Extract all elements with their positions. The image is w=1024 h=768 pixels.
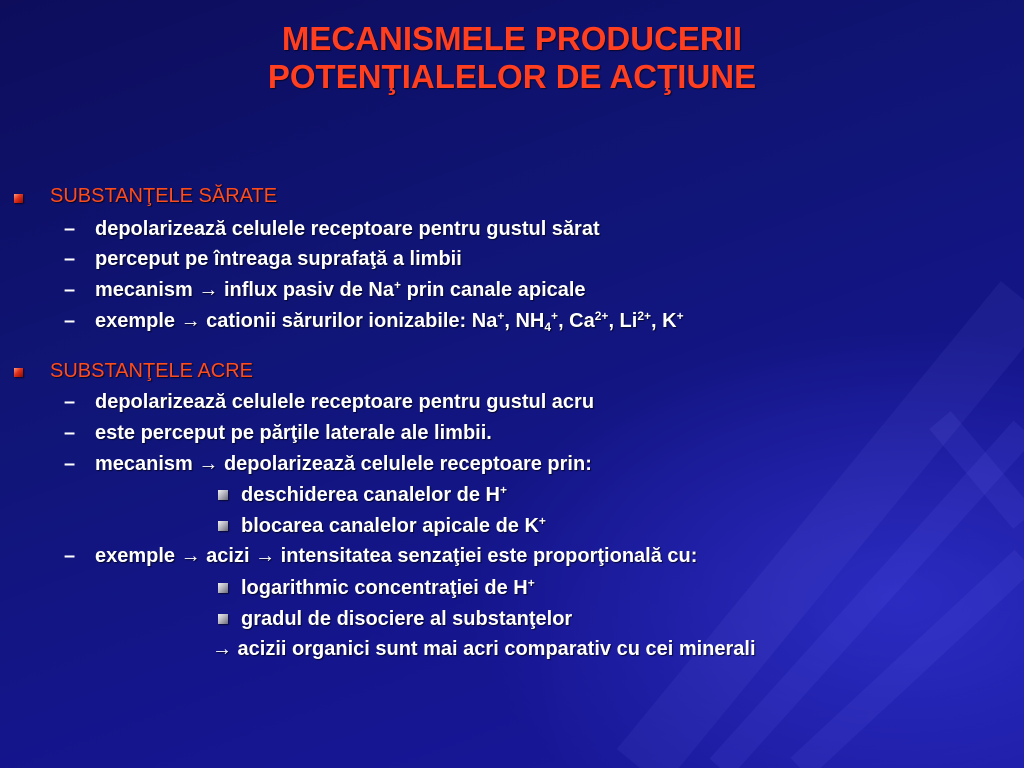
gray-square-bullet-icon xyxy=(218,583,228,593)
section-heading-salt: SUBSTANŢELE SĂRATE xyxy=(50,185,278,207)
salt-item-4-li: , Li xyxy=(608,310,638,332)
acid-item-4-sub-1-text: logarithmic concentraţiei de H xyxy=(241,577,528,599)
salt-item-3-text: mecanism → influx pasiv de Na xyxy=(95,279,394,301)
superscript: + xyxy=(527,576,535,590)
acid-item-3: mecanism → depolarizează celulele receptoare prin: xyxy=(95,453,592,475)
title-line-2: POTENŢIALELOR DE ACŢIUNE xyxy=(267,58,757,95)
acid-item-4-sub-2: gradul de disociere al substanţelor xyxy=(241,608,573,630)
dash-bullet: – xyxy=(64,391,76,413)
acid-item-4: exemple → acizi → intensitatea senzaţiei este proporţională cu: xyxy=(95,545,698,567)
superscript: + xyxy=(676,309,684,323)
red-square-bullet-icon xyxy=(14,368,23,377)
salt-item-4-ca: , Ca xyxy=(558,310,595,332)
subscript: 4 xyxy=(544,320,552,334)
red-square-bullet-icon xyxy=(14,194,23,203)
title-line-1: MECANISMELE PRODUCERII xyxy=(281,20,743,57)
gray-square-bullet-icon xyxy=(218,521,228,531)
dash-bullet: – xyxy=(64,422,76,444)
acid-item-3-sub-2-text: blocarea canalelor apicale de K xyxy=(241,515,539,537)
superscript: 2+ xyxy=(637,309,652,323)
acid-item-3-sub-2 xyxy=(241,514,546,538)
salt-item-4-k: , K xyxy=(651,310,677,332)
gray-square-bullet-icon xyxy=(218,614,228,624)
superscript: + xyxy=(497,309,505,323)
dash-bullet: – xyxy=(64,218,76,240)
acid-conclusion: → acizii organici sunt mai acri comparativ cu cei minerali xyxy=(212,638,756,660)
gray-square-bullet-icon xyxy=(218,490,228,500)
salt-item-4-text: exemple → cationii sărurilor ionizabile: Na xyxy=(95,310,498,332)
acid-item-4-sub-1 xyxy=(241,576,535,600)
dash-bullet: – xyxy=(64,310,76,332)
dash-bullet: – xyxy=(64,453,76,475)
superscript: + xyxy=(500,483,508,497)
salt-item-1: depolarizează celulele receptoare pentru gustul sărat xyxy=(95,218,600,240)
superscript: 2+ xyxy=(594,309,609,323)
salt-item-4-nh: , NH xyxy=(504,310,545,332)
salt-item-3-tail: prin canale apicale xyxy=(401,279,586,301)
superscript: + xyxy=(551,309,559,323)
acid-item-1: depolarizează celulele receptoare pentru gustul acru xyxy=(95,391,595,413)
salt-item-2: perceput pe întreaga suprafaţă a limbii xyxy=(95,248,462,270)
superscript: + xyxy=(394,278,402,292)
dash-bullet: – xyxy=(64,279,76,301)
acid-item-3-sub-1-text: deschiderea canalelor de H xyxy=(241,484,501,506)
salt-item-4 xyxy=(95,309,684,333)
acid-item-2: este perceput pe părţile laterale ale limbii. xyxy=(95,422,492,444)
section-heading-acid: SUBSTANŢELE ACRE xyxy=(50,360,254,382)
superscript: + xyxy=(538,514,546,528)
dash-bullet: – xyxy=(64,545,76,567)
dash-bullet: – xyxy=(64,248,76,270)
acid-item-3-sub-1 xyxy=(241,483,507,507)
salt-item-3 xyxy=(95,278,586,302)
